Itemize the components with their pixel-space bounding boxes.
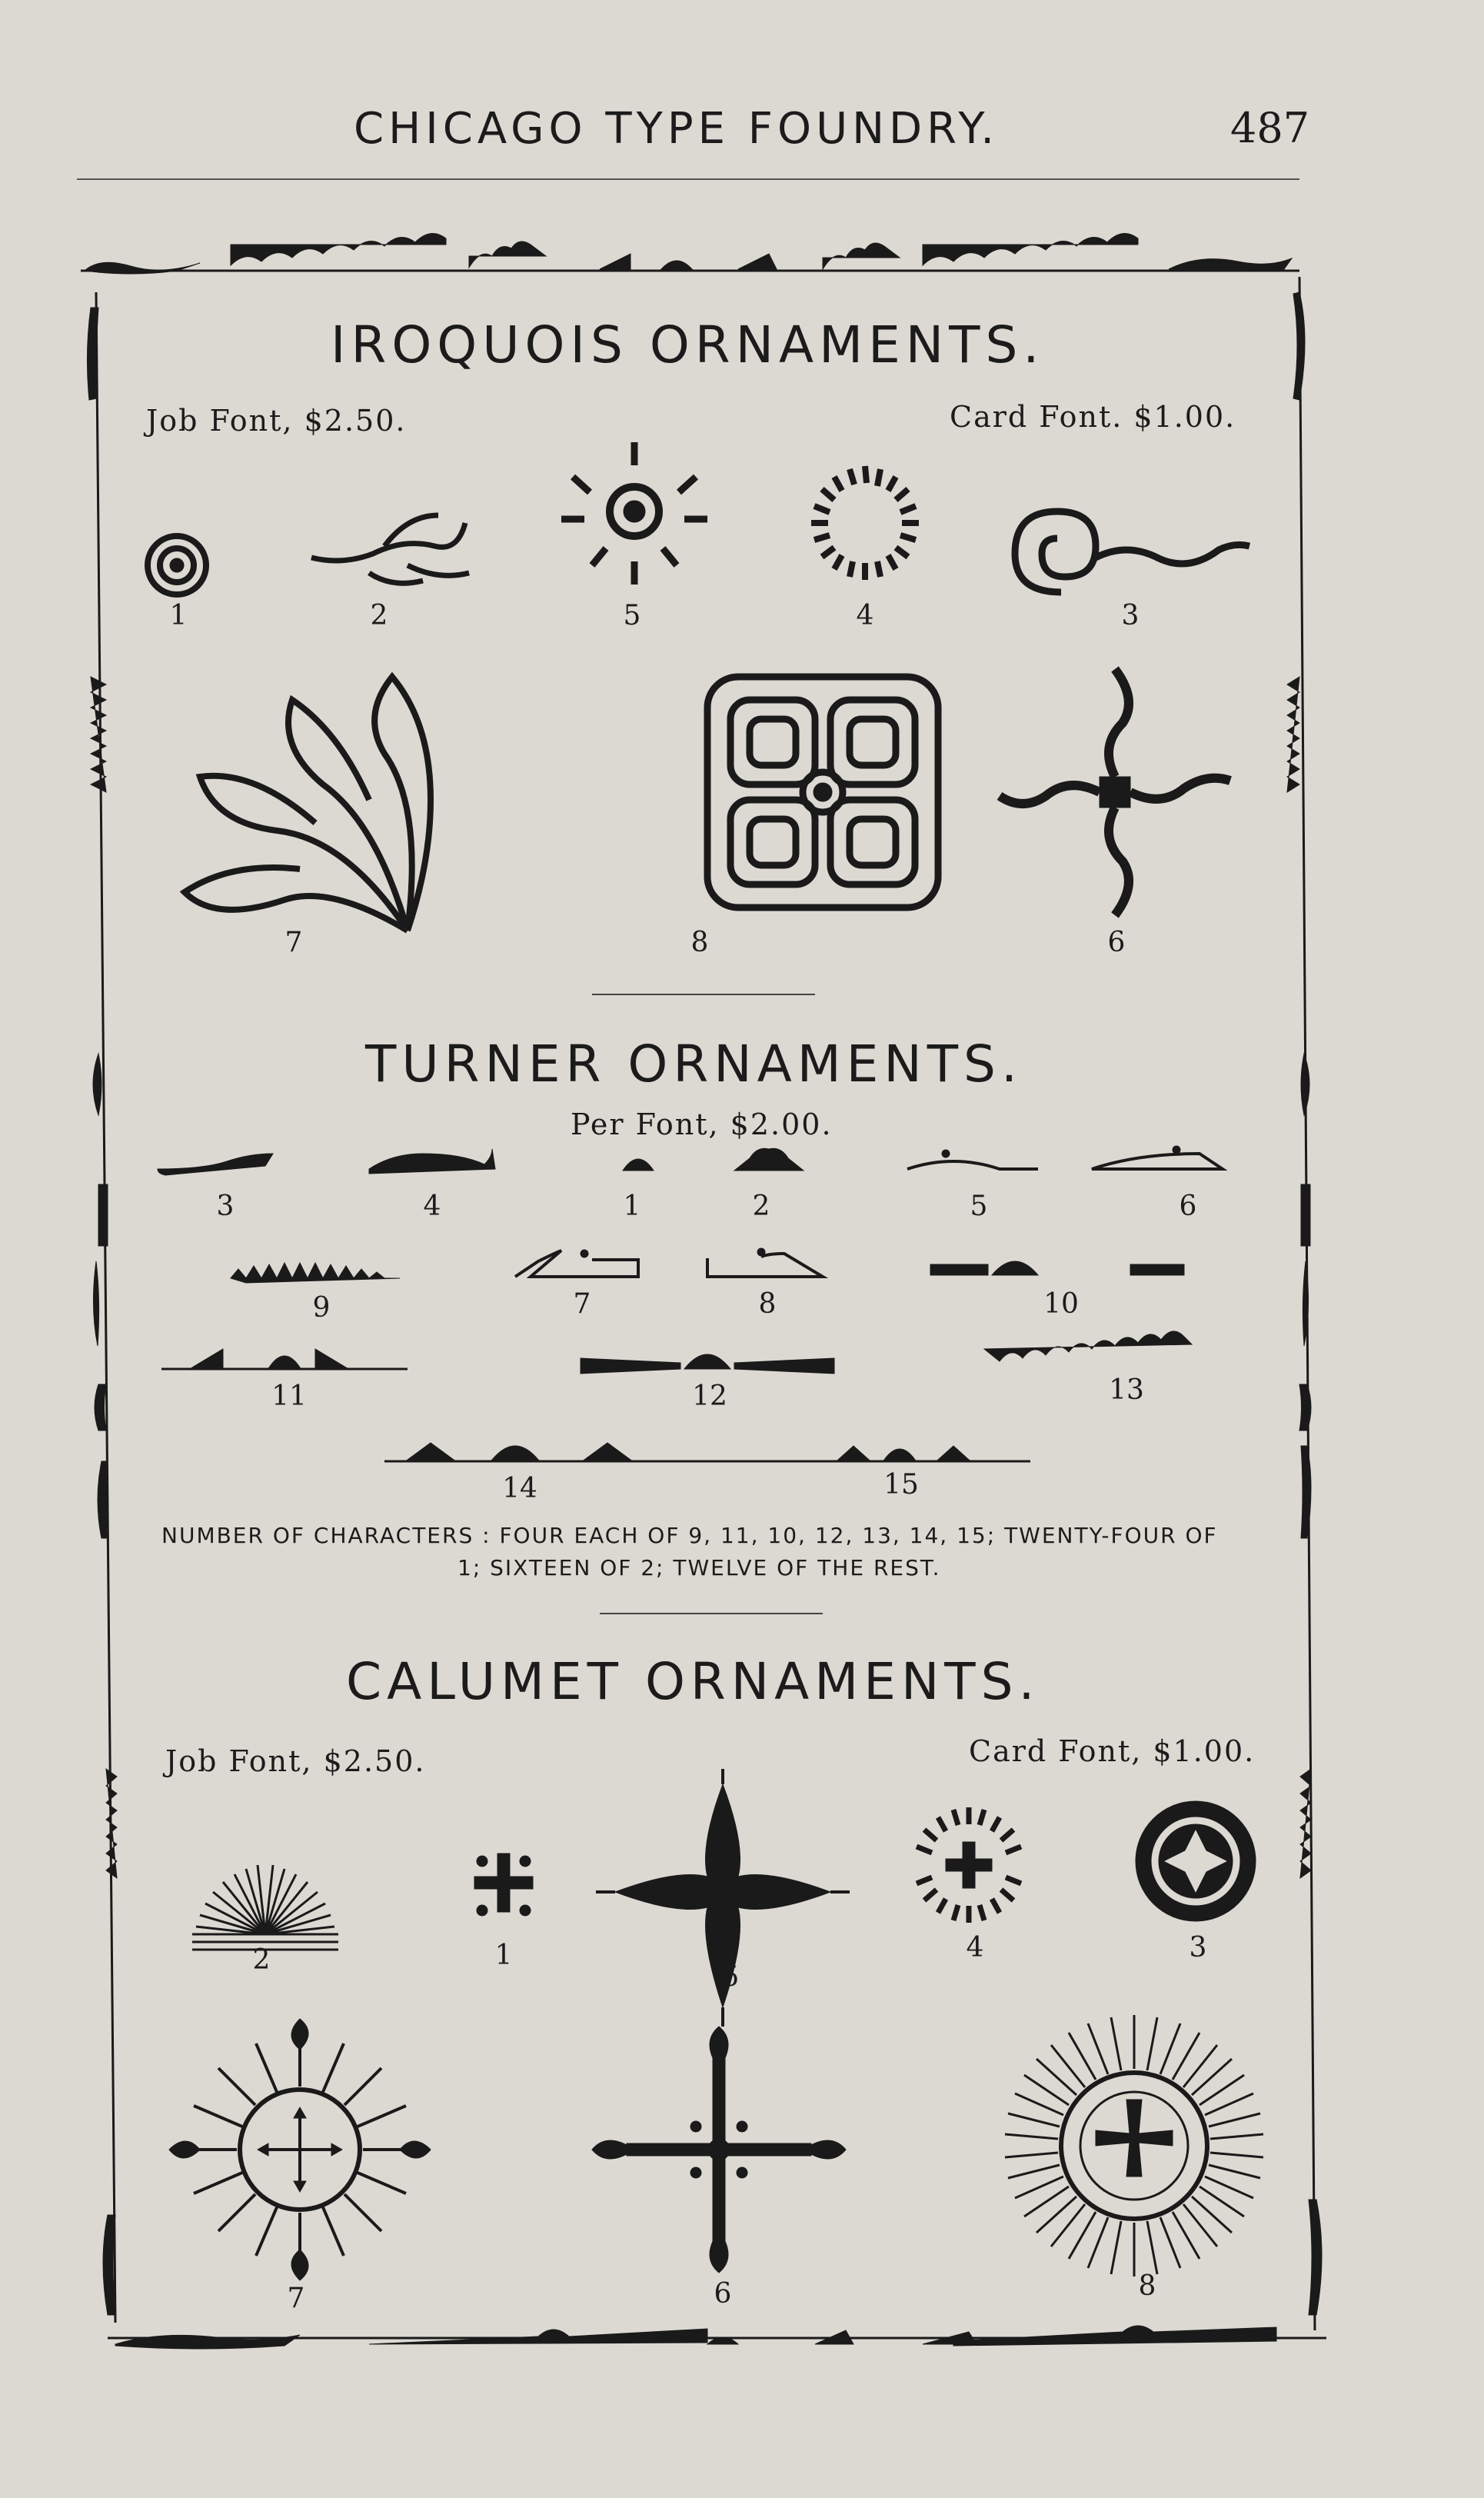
- turner-ornament-8-dot: [757, 1248, 765, 1256]
- turner-characters-note-line2: 1; SIXTEEN OF 2; TWELVE OF THE REST.: [458, 1555, 941, 1580]
- calumet-title: CALUMET ORNAMENTS.: [346, 1652, 1040, 1711]
- iroquois-label-3: 3: [1121, 600, 1140, 631]
- turner-ornament-11-parts: [192, 1349, 346, 1367]
- iroquois-ornament-4: [811, 466, 919, 580]
- iroquois-ornament-7: [185, 677, 431, 931]
- turner-label-14: 14: [502, 1473, 537, 1504]
- turner-ornament-7-dot: [581, 1250, 588, 1257]
- calumet-label-6: 6: [714, 2278, 732, 2310]
- calumet-label-2: 2: [252, 1944, 271, 1976]
- turner-ornament-6: [1092, 1154, 1223, 1169]
- iroquois-job-font-price: Job Font, $2.50.: [146, 404, 407, 438]
- turner-label-10: 10: [1043, 1288, 1079, 1320]
- calumet-label-1: 1: [494, 1940, 513, 1971]
- calumet-label-5: 5: [721, 1961, 740, 1993]
- turner-ornament-3: [158, 1154, 273, 1175]
- iroquois-ornament-6: [1000, 669, 1230, 915]
- turner-label-9: 9: [312, 1292, 331, 1324]
- iroquois-ornament-5: [561, 442, 707, 585]
- turner-ornament-9: [231, 1263, 400, 1283]
- iroquois-label-8: 8: [690, 927, 709, 958]
- turner-label-5: 5: [970, 1191, 988, 1222]
- turner-label-1: 1: [623, 1191, 641, 1222]
- calumet-ornaments: [154, 1769, 1276, 2307]
- calumet-ornament-4: [917, 1807, 1021, 1923]
- calumet-ornament-2: [192, 1865, 338, 1950]
- section-divider: [600, 1613, 823, 1614]
- turner-label-2: 2: [752, 1191, 770, 1222]
- turner-label-15: 15: [883, 1469, 919, 1500]
- turner-characters-note-line1: NUMBER OF CHARACTERS : FOUR EACH OF 9, 11, 10, 12, 13, 14, 15; TWENTY-FOUR OF: [161, 1523, 1218, 1548]
- iroquois-ornament-2: [311, 515, 469, 583]
- turner-ornament-4: [369, 1149, 495, 1174]
- calumet-ornament-7: [169, 2019, 431, 2280]
- turner-ornament-8: [707, 1254, 823, 1277]
- calumet-label-4: 4: [966, 1932, 984, 1963]
- turner-label-3: 3: [216, 1191, 235, 1222]
- turner-label-6: 6: [1179, 1191, 1197, 1222]
- page-header-title: CHICAGO TYPE FOUNDRY.: [354, 104, 1000, 154]
- turner-label-4: 4: [423, 1191, 441, 1222]
- iroquois-card-font-price: Card Font. $1.00.: [950, 400, 1236, 434]
- calumet-ornament-3: [1136, 1801, 1256, 1921]
- turner-label-7: 7: [573, 1288, 591, 1320]
- turner-per-font-price: Per Font, $2.00.: [571, 1107, 833, 1141]
- turner-label-11: 11: [271, 1381, 307, 1412]
- page-number: 487: [1230, 104, 1310, 152]
- turner-ornament-1: [623, 1159, 654, 1171]
- turner-ornament-5: [907, 1161, 1038, 1169]
- section-divider: [592, 994, 815, 995]
- turner-label-12: 12: [692, 1381, 727, 1412]
- turner-label-13: 13: [1109, 1374, 1144, 1406]
- turner-ornament-5-dot: [942, 1150, 950, 1157]
- iroquois-ornaments: [138, 431, 1261, 938]
- calumet-card-font-price: Card Font, $1.00.: [969, 1734, 1256, 1768]
- turner-label-8: 8: [758, 1288, 777, 1320]
- iroquois-title: IROQUOIS ORNAMENTS.: [331, 315, 1045, 375]
- calumet-ornament-8: [1005, 2015, 1263, 2277]
- turner-ornament-7: [515, 1251, 638, 1277]
- turner-ornament-10: [930, 1261, 1184, 1275]
- turner-ornament-6-dot: [1173, 1146, 1180, 1154]
- calumet-label-8: 8: [1138, 2270, 1156, 2302]
- iroquois-ornament-3: [1015, 511, 1249, 592]
- turner-ornament-13: [984, 1331, 1192, 1361]
- iroquois-label-2: 2: [370, 600, 388, 631]
- turner-ornament-12: [581, 1354, 834, 1374]
- turner-title: TURNER ORNAMENTS.: [365, 1034, 1023, 1094]
- calumet-label-3: 3: [1189, 1932, 1207, 1963]
- calumet-job-font-price: Job Font, $2.50.: [165, 1744, 426, 1778]
- calumet-ornament-1: [474, 1854, 533, 1916]
- turner-ornament-14-parts: [408, 1443, 631, 1460]
- calumet-label-7: 7: [287, 2283, 305, 2314]
- turner-ornament-2: [734, 1148, 804, 1171]
- turner-ornament-15-parts: [838, 1446, 969, 1460]
- iroquois-label-4: 4: [856, 600, 874, 631]
- iroquois-ornament-1: [148, 536, 206, 595]
- iroquois-label-5: 5: [623, 600, 641, 631]
- iroquois-label-1: 1: [169, 600, 188, 631]
- iroquois-label-6: 6: [1107, 927, 1126, 958]
- iroquois-ornament-8: [707, 677, 938, 908]
- calumet-ornament-6: [592, 2027, 846, 2273]
- iroquois-label-7: 7: [284, 927, 303, 958]
